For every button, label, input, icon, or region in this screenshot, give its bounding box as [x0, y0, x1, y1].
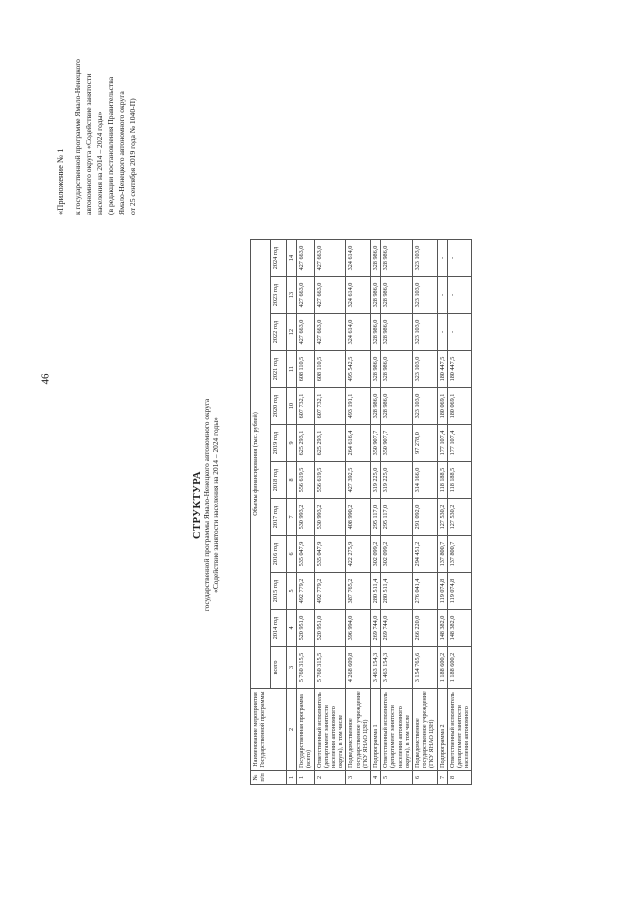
heading-line: государственной программы Ямало-Ненецкого автономного округа	[202, 398, 211, 612]
row-value: 408 990,2	[346, 499, 371, 536]
header-financing: Объемы финансирования (тыс. рублей)	[251, 240, 271, 689]
table-row	[314, 240, 346, 785]
row-value: 323 103,0	[413, 314, 438, 351]
row-name: Подпрограмма 2	[437, 689, 447, 771]
row-value: 324 614,0	[346, 277, 371, 314]
row-value: 1 188 600,2	[437, 647, 447, 689]
row-value: 427 392,5	[346, 462, 371, 499]
row-value: 177 107,4	[447, 425, 472, 462]
header-year: 2022 год	[271, 314, 287, 351]
column-index: 3	[287, 647, 297, 689]
row-value: 314 166,0	[413, 462, 438, 499]
row-value: 328 986,0	[371, 314, 381, 351]
row-value: -	[437, 240, 447, 277]
row-value: -	[437, 314, 447, 351]
row-value: 607 732,1	[314, 388, 346, 425]
row-value: 328 986,0	[371, 351, 381, 388]
appendix-note	[55, 15, 138, 215]
row-number: 3	[346, 771, 371, 785]
row-value: 266 220,0	[413, 610, 438, 647]
row-value: 427 663,0	[314, 277, 346, 314]
row-name: Подведомственное государственное учреждение (ГКУ ЯНАО ЦЗН)	[413, 689, 438, 771]
row-name: Государственная программа (всего)	[297, 689, 314, 771]
column-index: 13	[287, 277, 297, 314]
row-value: 118 188,5	[447, 462, 472, 499]
column-index: 11	[287, 351, 297, 388]
header-year: 2020 год	[271, 388, 287, 425]
header-year: 2021 год	[271, 351, 287, 388]
row-number: 6	[413, 771, 438, 785]
row-value: 387 765,2	[346, 573, 371, 610]
row-value: 328 986,0	[371, 388, 381, 425]
row-value: 427 663,0	[297, 277, 314, 314]
header-name: Наименование мероприятия Государственной программы	[251, 689, 287, 771]
row-value: 148 382,0	[447, 610, 472, 647]
header-total: всего	[271, 647, 287, 689]
row-value: 427 663,0	[314, 240, 346, 277]
row-value: 319 225,0	[381, 462, 413, 499]
row-number: 1	[297, 771, 314, 785]
row-value: 294 451,2	[413, 536, 438, 573]
row-value: 535 047,9	[297, 536, 314, 573]
row-value: 118 188,5	[437, 462, 447, 499]
row-value: 328 986,0	[371, 240, 381, 277]
header-year: 2017 год	[271, 499, 287, 536]
heading-title: СТРУКТУРА	[192, 471, 203, 539]
column-index: 6	[287, 536, 297, 573]
row-value: 427 663,0	[297, 240, 314, 277]
row-value: 3 463 154,3	[371, 647, 381, 689]
document-heading	[193, 305, 220, 705]
header-year: 2015 год	[271, 573, 287, 610]
row-value: 323 103,0	[413, 240, 438, 277]
row-value: 607 732,1	[297, 388, 314, 425]
header-year: 2019 год	[271, 425, 287, 462]
column-index: 7	[287, 499, 297, 536]
row-value: 422 275,9	[346, 536, 371, 573]
row-value: 319 225,0	[371, 462, 381, 499]
row-number: 5	[381, 771, 413, 785]
row-value: 625 293,1	[297, 425, 314, 462]
row-value: 97 278,0	[413, 425, 438, 462]
row-value: 180 447,5	[447, 351, 472, 388]
row-value: 269 744,0	[371, 610, 381, 647]
row-value: 1 188 600,2	[447, 647, 472, 689]
row-value: 137 800,7	[447, 536, 472, 573]
row-value: 492 779,2	[297, 573, 314, 610]
row-value: 328 986,0	[381, 314, 413, 351]
row-value: 295 117,0	[381, 499, 413, 536]
row-value: 556 619,5	[314, 462, 346, 499]
row-value: 350 907,7	[381, 425, 413, 462]
row-value: 328 986,0	[381, 240, 413, 277]
column-index: 5	[287, 573, 297, 610]
table-row	[437, 240, 447, 785]
row-number: 4	[371, 771, 381, 785]
column-index: 9	[287, 425, 297, 462]
row-value: 625 293,1	[314, 425, 346, 462]
row-value: 5 760 315,5	[314, 647, 346, 689]
row-number: 7	[437, 771, 447, 785]
row-value: 276 041,4	[413, 573, 438, 610]
row-value: 280 511,4	[381, 573, 413, 610]
row-value: 492 779,2	[314, 573, 346, 610]
row-value: 323 103,0	[413, 388, 438, 425]
header-year: 2014 год	[271, 610, 287, 647]
table-row	[371, 240, 381, 785]
row-value: 3 463 154,3	[381, 647, 413, 689]
row-name: Ответственный исполнитель (департамент занятости населения автономного округа), в том числе	[314, 689, 346, 771]
row-value: 520 951,0	[314, 610, 346, 647]
row-value: 5 760 315,5	[297, 647, 314, 689]
column-index: 12	[287, 314, 297, 351]
row-value: -	[447, 240, 472, 277]
row-value: 493 191,1	[346, 388, 371, 425]
table-row	[297, 240, 314, 785]
row-value: 323 103,0	[413, 351, 438, 388]
row-value: 180 069,1	[437, 388, 447, 425]
column-index: 2	[287, 689, 297, 771]
row-value: 177 107,4	[437, 425, 447, 462]
row-value: 119 074,8	[437, 573, 447, 610]
row-value: 328 986,0	[381, 277, 413, 314]
row-value: 328 986,0	[371, 277, 381, 314]
row-value: 350 907,7	[371, 425, 381, 462]
row-value: 608 110,5	[297, 351, 314, 388]
row-value: 328 986,0	[381, 351, 413, 388]
row-value: 137 800,7	[437, 536, 447, 573]
row-value: 530 993,2	[314, 499, 346, 536]
row-name: Подведомственное государственное учреждение (ГКУ ЯНАО ЦЗН)	[346, 689, 371, 771]
row-value: -	[437, 277, 447, 314]
row-value: 180 447,5	[437, 351, 447, 388]
header-year: 2016 год	[271, 536, 287, 573]
row-name: Подпрограмма 1	[371, 689, 381, 771]
row-value: 427 663,0	[297, 314, 314, 351]
row-value: 396 994,0	[346, 610, 371, 647]
row-number: 2	[314, 771, 346, 785]
header-year: 2023 год	[271, 277, 287, 314]
row-value: 530 993,2	[297, 499, 314, 536]
row-value: 556 619,5	[297, 462, 314, 499]
row-number: 8	[447, 771, 472, 785]
row-value: 148 382,0	[437, 610, 447, 647]
table-row	[413, 240, 438, 785]
table-row	[381, 240, 413, 785]
column-index: 8	[287, 462, 297, 499]
header-year: 2024 год	[271, 240, 287, 277]
row-value: 328 986,0	[381, 388, 413, 425]
row-name: Ответственный исполнитель (департамент занятости населения автономного	[447, 689, 472, 771]
row-name: Ответственный исполнитель (департамент занятости населения автономного округа), в том числе	[381, 689, 413, 771]
appendix-title: «Приложение № 1	[55, 148, 65, 215]
row-value: 520 951,0	[297, 610, 314, 647]
row-value: 427 663,0	[314, 314, 346, 351]
row-value: 264 616,4	[346, 425, 371, 462]
page-number: 46	[39, 373, 52, 385]
row-value: 302 099,2	[371, 536, 381, 573]
table-row	[447, 240, 472, 785]
appendix-line: автономного округа «Содействие занятости	[84, 73, 93, 215]
column-index: 4	[287, 610, 297, 647]
row-value: 4 268 609,8	[346, 647, 371, 689]
heading-line: «Содействие занятости населения на 2014 – 2024 годы»	[211, 417, 220, 593]
row-value: -	[447, 277, 472, 314]
appendix-line: к государственной программе Ямало-Ненецкого	[73, 59, 82, 215]
appendix-line: (в редакции постановления Правительства	[106, 76, 115, 215]
appendix-line: Ямало-Ненецкого автономного округа	[117, 91, 126, 215]
column-index: 1	[287, 771, 297, 785]
column-index: 10	[287, 388, 297, 425]
appendix-line: от 25 сентября 2019 года № 1040-П)	[128, 98, 137, 215]
column-index: 14	[287, 240, 297, 277]
row-value: 295 117,0	[371, 499, 381, 536]
row-value: 302 099,2	[381, 536, 413, 573]
row-value: 119 074,8	[447, 573, 472, 610]
row-value: 324 614,0	[346, 240, 371, 277]
row-value: 269 744,0	[381, 610, 413, 647]
row-value: -	[447, 314, 472, 351]
row-value: 291 092,0	[413, 499, 438, 536]
row-value: 280 511,4	[371, 573, 381, 610]
row-value: 180 069,1	[447, 388, 472, 425]
row-value: 3 154 765,6	[413, 647, 438, 689]
header-num: № п/п	[251, 771, 287, 785]
row-value: 323 103,0	[413, 277, 438, 314]
row-value: 324 614,0	[346, 314, 371, 351]
row-value: 127 530,2	[447, 499, 472, 536]
appendix-line: населения на 2014 – 2024 годы»	[95, 111, 104, 215]
row-value: 535 047,9	[314, 536, 346, 573]
financing-table	[250, 239, 472, 785]
row-value: 495 542,5	[346, 351, 371, 388]
header-year: 2018 год	[271, 462, 287, 499]
row-value: 608 110,5	[314, 351, 346, 388]
row-value: 127 530,2	[437, 499, 447, 536]
table-row	[346, 240, 371, 785]
